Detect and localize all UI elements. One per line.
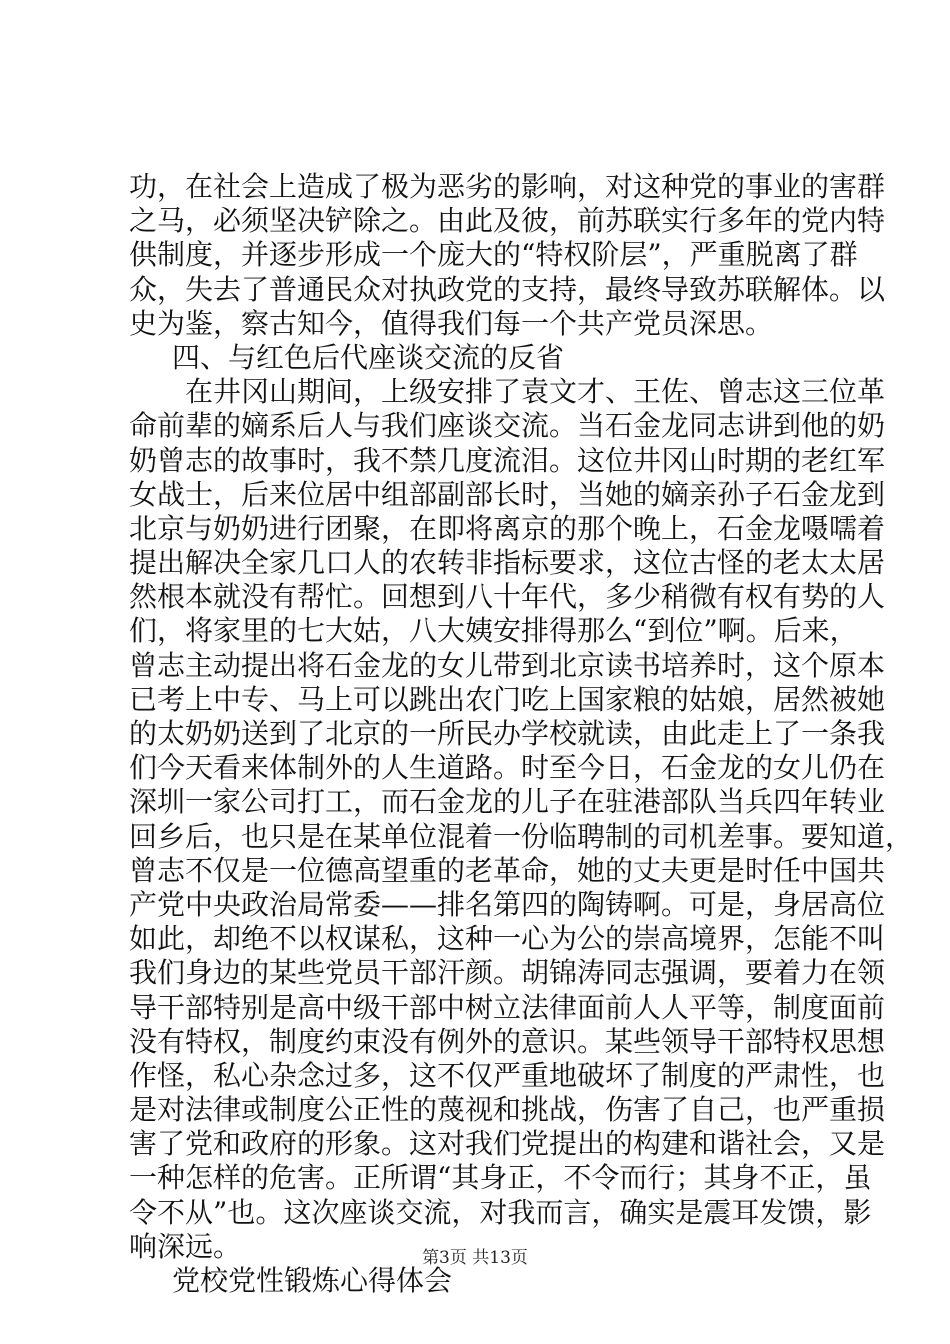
paragraph-line: 史为鉴，察古知今，值得我们每一个共产党员深思。 bbox=[129, 306, 774, 340]
paragraph-line: 之马，必须坚决铲除之。由此及彼，前苏联实行多年的党内特 bbox=[129, 204, 886, 238]
paragraph-line: 曾志不仅是一位德高望重的老革命，她的丈夫更是时任中国共 bbox=[129, 853, 886, 887]
paragraph-line: 响深远。 bbox=[129, 1229, 242, 1263]
paragraph-line: 然根本就没有帮忙。回想到八十年代，多少稍微有权有势的人 bbox=[129, 580, 886, 614]
paragraph-line: 一种怎样的危害。正所谓“其身正，不令而行；其身不正，虽 bbox=[129, 1161, 872, 1195]
document-body bbox=[129, 170, 914, 1298]
paragraph-line: 提出解决全家几口人的农转非指标要求，这位古怪的老太太居 bbox=[129, 546, 886, 580]
paragraph-line: 令不从”也。这次座谈交流，对我而言，确实是震耳发馈，影 bbox=[129, 1195, 872, 1229]
paragraph-line: 北京与奶奶进行团聚，在即将离京的那个晚上，石金龙嗫嚅着 bbox=[129, 511, 886, 545]
paragraph-line: 产党中央政治局常委——排名第四的陶铸啊。可是，身居高位 bbox=[129, 887, 886, 921]
paragraph-line: 作怪，私心杂念过多，这不仅严重地破坏了制度的严肃性，也 bbox=[129, 1058, 886, 1092]
page-number-label: 第3页 共13页 bbox=[422, 1248, 528, 1268]
paragraph-line: 供制度，并逐步形成一个庞大的“特权阶层”，严重脱离了群 bbox=[129, 238, 858, 272]
paragraph-line: 们，将家里的七大姑，八大姨安排得那么“到位”啊。后来， bbox=[129, 614, 858, 648]
paragraph-line: 们今天看来体制外的人生道路。时至今日，石金龙的女儿仍在 bbox=[129, 751, 886, 785]
paragraph-line: 的太奶奶送到了北京的一所民办学校就读，由此走上了一条我 bbox=[129, 717, 886, 750]
paragraph-line: 已考上中专、马上可以跳出农门吃上国家粮的姑娘，居然被她 bbox=[129, 682, 886, 716]
paragraph-line: 害了党和政府的形象。这对我们党提出的构建和谐社会，又是 bbox=[129, 1127, 886, 1161]
paragraph-line: 曾志主动提出将石金龙的女儿带到北京读书培养时，这个原本 bbox=[129, 648, 886, 682]
paragraph-line: 如此，却绝不以权谋私，这种一心为公的崇高境界，怎能不叫 bbox=[129, 922, 886, 956]
paragraph-line: 在井冈山期间，上级安排了袁文才、王佐、曾志这三位革 bbox=[185, 375, 886, 409]
paragraph-line: 回乡后，也只是在某单位混着一份临聘制的司机差事。要知道， bbox=[129, 819, 914, 853]
paragraph-line: 深圳一家公司打工，而石金龙的儿子在驻港部队当兵四年转业 bbox=[129, 785, 886, 819]
paragraph-line: 众，失去了普通民众对执政党的支持，最终导致苏联解体。以 bbox=[129, 272, 886, 306]
page-footer bbox=[0, 1243, 950, 1268]
paragraph-line: 女战士，后来位居中组部副部长时，当她的嫡亲孙子石金龙到 bbox=[129, 477, 886, 511]
paragraph-line: 导干部特别是高中级干部中树立法律面前人人平等，制度面前 bbox=[129, 990, 886, 1024]
paragraph-line: 命前辈的嫡系后人与我们座谈交流。当石金龙同志讲到他的奶 bbox=[129, 409, 886, 443]
closing-title: 党校党性锻炼心得体会 bbox=[172, 1264, 453, 1297]
section-heading: 四、与红色后代座谈交流的反省 bbox=[172, 340, 565, 374]
paragraph-line: 功，在社会上造成了极为恶劣的影响，对这种党的事业的害群 bbox=[129, 170, 886, 203]
paragraph-line: 没有特权，制度约束没有例外的意识。某些领导干部特权思想 bbox=[129, 1024, 886, 1058]
paragraph-line: 是对法律或制度公正性的蔑视和挑战，伤害了自己，也严重损 bbox=[129, 1093, 886, 1127]
paragraph-line: 奶曾志的故事时，我不禁几度流泪。这位井冈山时期的老红军 bbox=[129, 443, 886, 477]
paragraph-line: 我们身边的某些党员干部汗颜。胡锦涛同志强调，要着力在领 bbox=[129, 956, 886, 990]
